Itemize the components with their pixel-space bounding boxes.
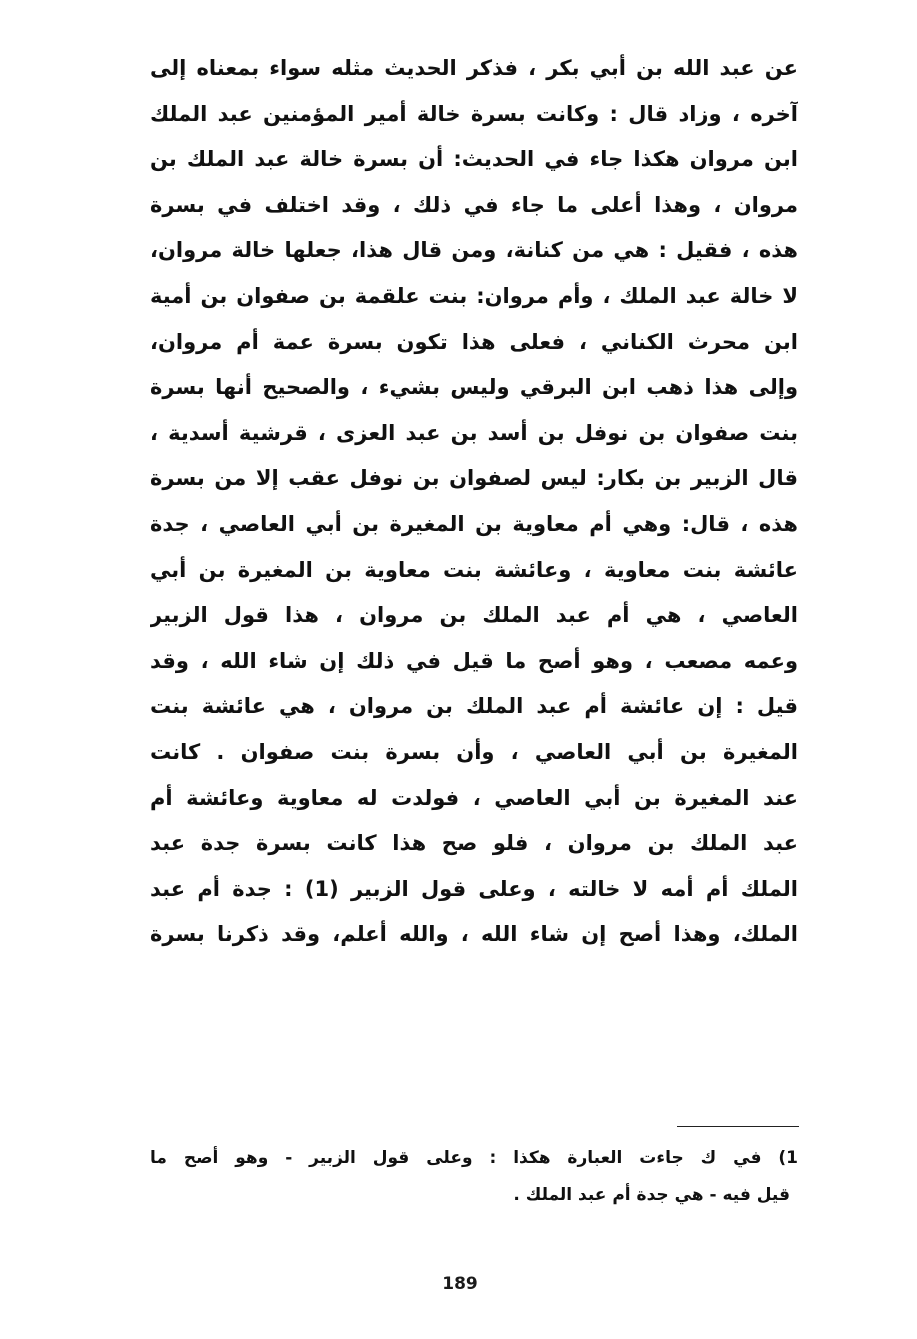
- text-line: مروان ، وهذا أعلى ما جاء في ذلك ، وقد اختلف في بسرة: [150, 192, 798, 217]
- text-line: قال الزبير بن بكار: ليس لصفوان بن نوفل عقب إلا من بسرة: [150, 466, 798, 491]
- text-line: عند المغيرة بن أبي العاصي ، فولدت له معاوية وعائشة أم: [150, 785, 798, 810]
- footnotes-block: [150, 1140, 798, 1214]
- text-line: عن عبد الله بن أبي بكر ، فذكر الحديث مثله سواء بمعناه إلى: [150, 56, 798, 80]
- text-line: قيل : إن عائشة أم عبد الملك بن مروان ، هي عائشة بنت: [150, 694, 798, 719]
- text-line: آخره ، وزاد قال : وكانت بسرة خالة أمير المؤمنين عبد الملك: [150, 101, 798, 126]
- text-line: هذه ، فقيل : هي من كنانة، ومن قال هذا، جعلها خالة مروان،: [150, 238, 798, 263]
- main-text-block: [150, 46, 798, 958]
- text-line: الملك أم أمه لا خالته ، وعلى قول الزبير (1) : جدة أم عبد: [150, 876, 798, 901]
- page-number: 189: [442, 1274, 478, 1294]
- text-line: ابن محرث الكناني ، فعلى هذا تكون بسرة عمة أم مروان،: [150, 329, 798, 354]
- text-line: عبد الملك بن مروان ، فلو صح هذا كانت بسرة جدة عبد: [150, 831, 798, 856]
- text-line: العاصي ، هي أم عبد الملك بن مروان ، هذا قول الزبير: [150, 603, 798, 628]
- text-line: عائشة بنت معاوية ، وعائشة بنت معاوية بن المغيرة بن أبي: [150, 557, 798, 582]
- text-line: وإلى هذا ذهب ابن البرقي وليس بشيء ، والصحيح أنها بسرة: [150, 375, 798, 400]
- text-line: وعمه مصعب ، وهو أصح ما قيل في ذلك إن شاء الله ، وقد: [150, 648, 798, 673]
- text-line: ابن مروان هكذا جاء في الحديث: أن بسرة خالة عبد الملك بن: [150, 147, 798, 172]
- text-line: بنت صفوان بن نوفل بن أسد بن عبد العزى ، قرشية أسدية ،: [150, 420, 798, 445]
- text-line: هذه ، قال: وهي أم معاوية بن المغيرة بن أبي العاصي ، جدة: [150, 511, 798, 536]
- footnote-line: قيل فيه - هي جدة أم عبد الملك .: [513, 1185, 790, 1205]
- text-line: لا خالة عبد الملك ، وأم مروان: بنت علقمة بن صفوان بن أمية: [150, 283, 798, 308]
- footnote-line: 1) في ك جاءت العبارة هكذا : وعلى قول الزبير - وهو أصح ما: [150, 1148, 798, 1168]
- text-line: المغيرة بن أبي العاصي ، وأن بسرة بنت صفوان . كانت: [150, 739, 798, 764]
- text-line: الملك، وهذا أصح إن شاء الله ، والله أعلم، وقد ذكرنا بسرة: [150, 922, 798, 947]
- footnote-separator: [677, 1126, 799, 1127]
